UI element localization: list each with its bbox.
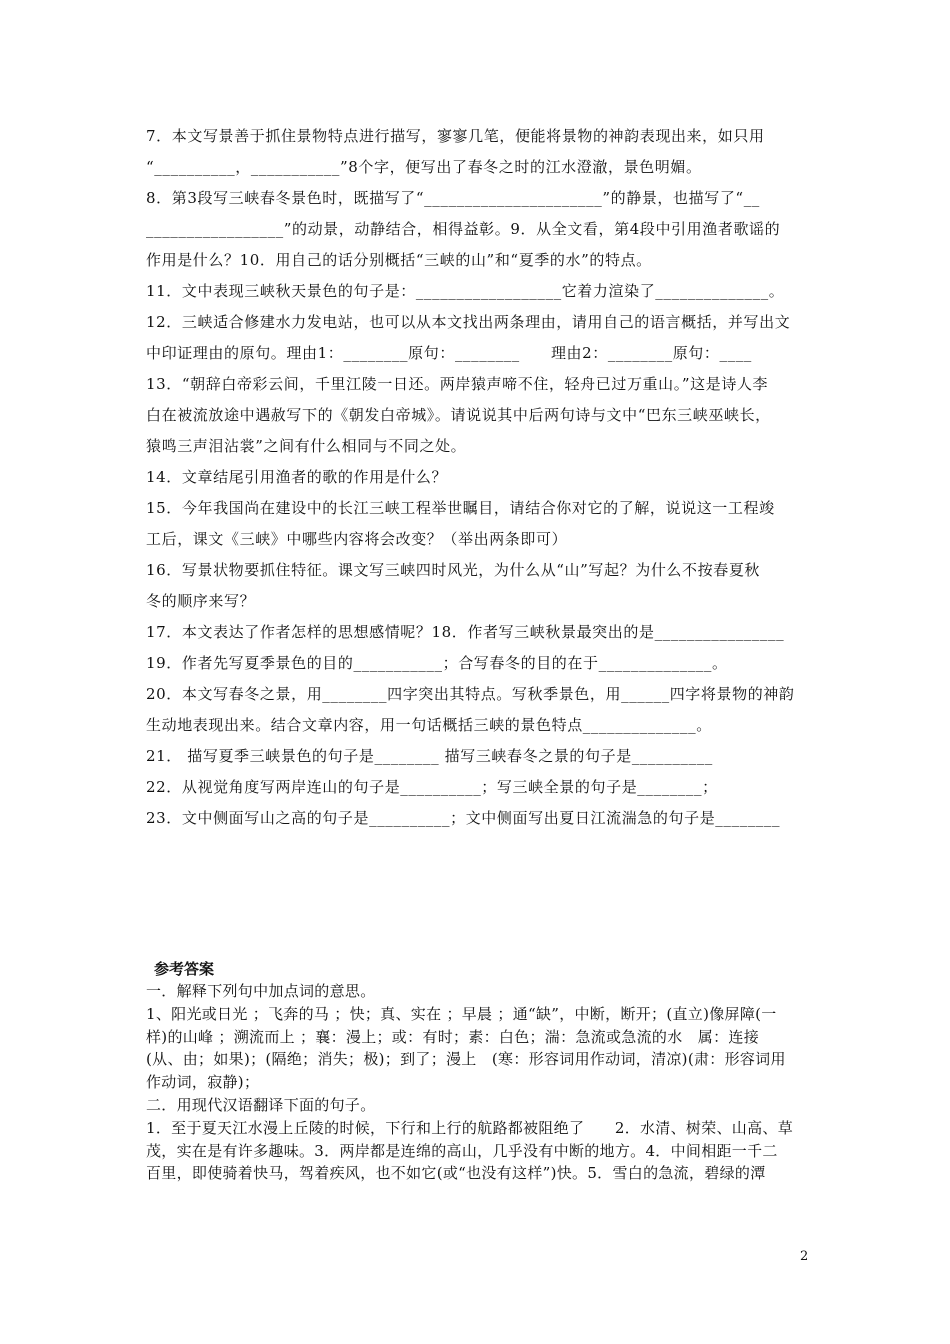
question-line: 17．本文表达了作者怎样的思想感情呢？18．作者写三峡秋景最突出的是________________: [146, 623, 785, 641]
question-line: 工后，课文《三峡》中哪些内容将会改变？（举出两条即可）: [146, 530, 568, 548]
page-number: 2: [800, 1249, 809, 1264]
question-line: 作用是什么？10．用自己的话分别概括“三峡的山”和“夏季的水”的特点。: [146, 251, 652, 269]
question-line: 8．第3段写三峡春冬景色时，既描写了“______________________”的静景，也描写了“__: [146, 189, 760, 207]
question-line: 22．从视觉角度写两岸连山的句子是__________；写三峡全景的句子是________；: [146, 778, 718, 796]
question-line: 7．本文写景善于抓住景物特点进行描写，寥寥几笔，便能将景物的神韵表现出来，如只用: [146, 127, 765, 145]
answer-line: 茂，实在是有许多趣味。3．两岸都是连绵的高山，几乎没有中断的地方。4．中间相距一千二: [146, 1141, 778, 1160]
question-line: 23．文中侧面写山之高的句子是__________；文中侧面写出夏日江流湍急的句子是________: [146, 809, 781, 827]
question-line: 21． 描写夏季三峡景色的句子是________ 描写三峡春冬之景的句子是__________: [146, 747, 713, 765]
answer-section: [146, 958, 810, 1185]
answer-line: 一．解释下列句中加点词的意思。: [146, 982, 376, 1000]
question-line: 冬的顺序来写？: [146, 592, 256, 610]
question-line: 生动地表现出来。结合文章内容，用一句话概括三峡的景色特点______________。: [146, 716, 712, 734]
answer-line: 作动词，寂静)；: [146, 1073, 260, 1092]
answer-line: 样)的山峰 ；溯流而上 ；襄：漫上；或：有时；素：白色；湍：急流或急流的水 属：连接: [146, 1027, 759, 1046]
question-line: 中印证理由的原句。理由1：________原句：________ 理由2：________原句：____: [146, 344, 752, 362]
question-line: 19．作者先写夏季景色的目的___________；合写春冬的目的在于______________。: [146, 654, 728, 672]
answer-heading: 参考答案: [154, 960, 215, 978]
answer-line: 二．用现代汉语翻译下面的句子。: [146, 1095, 376, 1114]
question-line: 13．“朝辞白帝彩云间，千里江陵一日还。两岸猿声啼不住，轻舟已过万重山。”这是诗人李: [146, 375, 769, 393]
answer-line: 百里，即使骑着快马，驾着疾风，也不如它(或“也没有这样”)快。5．雪白的急流，碧绿的潭: [146, 1164, 766, 1183]
question-line: 20．本文写春冬之景，用________四字突出其特点。写秋季景色，用______四字将景物的神韵: [146, 685, 795, 703]
answer-line: 1．至于夏天江水漫上丘陵的时候，下行和上行的航路都被阻绝了 2．水清、树荣、山高、草: [146, 1118, 793, 1137]
question-line: 15．今年我国尚在建设中的长江三峡工程举世瞩目，请结合你对它的了解，说说这一工程竣: [146, 499, 775, 517]
question-line: 猿鸣三声泪沾裳”之间有什么相同与不同之处。: [146, 437, 467, 455]
question-line: “__________，___________”8个字，便写出了春冬之时的江水澄澈，景色明媚。: [146, 158, 702, 176]
question-line: 14．文章结尾引用渔者的歌的作用是什么？: [146, 468, 448, 486]
answer-line: 1、阳光或日光 ；飞奔的马 ；快；真、实在 ；早晨 ；通“缺”，中断，断开；(直立)像屏障(一: [146, 1004, 777, 1023]
question-list: [146, 121, 808, 834]
question-line: 12．三峡适合修建水力发电站，也可以从本文找出两条理由，请用自己的语言概括，并写出文: [146, 313, 791, 331]
question-line: 11．文中表现三峡秋天景色的句子是：__________________它着力渲染了______________。: [146, 282, 785, 300]
answer-line: (从、由；如果)；(隔绝；消失；极)；到了；漫上 (寒：形容词用作动词，清凉)(肃：形容词用: [146, 1050, 786, 1069]
question-line: _________________”的动景，动静结合，相得益彰。9．从全文看，第4段中引用渔者歌谣的: [146, 220, 781, 238]
question-line: 白在被流放途中遇赦写下的《朝发白帝城》。请说说其中后两句诗与文中“巴东三峡巫峡长，: [146, 406, 771, 424]
question-line: 16．写景状物要抓住特征。课文写三峡四时风光，为什么从“山”写起？为什么不按春夏秋: [146, 561, 761, 579]
